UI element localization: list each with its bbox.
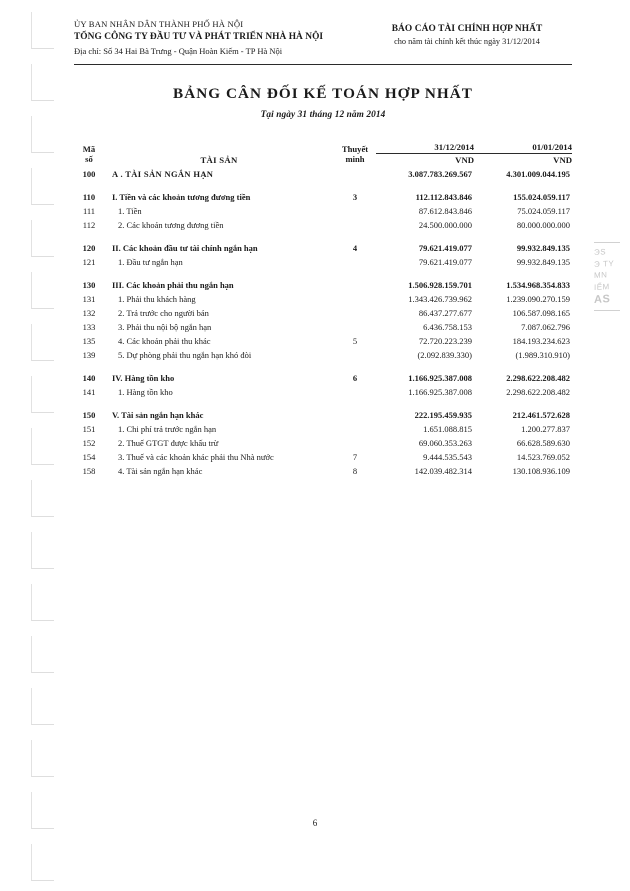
row-note: 8 [352,466,358,476]
row-name: II. Các khoản đầu tư tài chính ngắn hạn [112,243,258,253]
table-row [74,267,572,290]
row-name: I. Tiền và các khoản tương đương tiền [112,192,251,202]
row-name: 1. Hàng tồn kho [118,387,173,397]
row-name: 4. Các khoản phải thu khác [118,336,211,346]
row-code: 154 [82,452,96,462]
row-current-value: 3.087.783.269.567 [408,169,472,179]
stamp-line-3: IỂM [594,281,610,292]
row-current-value: 142.039.482.314 [414,466,472,476]
row-current-value: 72.720.223.239 [418,336,472,346]
table-row [74,462,572,476]
report-title: BÁO CÁO TÀI CHÍNH HỢP NHẤT [391,24,543,34]
row-code: 135 [82,336,96,346]
row-note [334,318,376,332]
row-code: 158 [82,466,96,476]
row-current-value: 69.060.353.263 [418,438,472,448]
row-current-value: 79.621.419.077 [418,257,472,267]
row-code: 110 [82,192,96,202]
row-previous-value: 99.932.849.135 [516,257,570,267]
row-current-value: 86.437.277.677 [418,308,472,318]
row-previous-value: 14.523.769.052 [516,452,570,462]
row-note [334,397,376,420]
row-name: 1. Đầu tư ngắn hạn [118,257,183,267]
page-number: 6 [312,818,318,828]
punch-hole-mark [31,428,54,465]
row-note [334,290,376,304]
row-current-value: 1.506.928.159.701 [408,280,472,290]
company-name: TỔNG CÔNG TY ĐẦU TƯ VÀ PHÁT TRIỂN NHÀ HÀ NỘI [74,32,324,43]
row-code: 131 [82,294,96,304]
document-page [74,0,572,476]
row-note [334,346,376,360]
row-current-value: 112.112.843.846 [415,192,472,202]
row-name: 3. Thuế và các khoản khác phải thu Nhà nước [118,452,274,462]
column-header-note [334,142,376,165]
row-previous-value: 75.024.059.117 [517,206,570,216]
company-address: Địa chỉ: Số 34 Hai Bà Trưng - Quận Hoàn Kiếm - TP Hà Nội [74,45,283,56]
punch-hole-mark [31,480,54,517]
table-row [74,202,572,216]
row-note [334,383,376,397]
row-previous-value: 212.461.572.628 [512,410,570,420]
column-header-previous-period [474,142,572,165]
table-header-row [74,142,572,165]
row-name: V. Tài sản ngắn hạn khác [112,410,204,420]
row-current-value: 24.500.000.000 [418,220,472,230]
row-previous-value: 2.298.622.208.482 [506,373,570,383]
row-note [334,434,376,448]
punch-hole-mark [31,220,54,257]
row-note [334,216,376,230]
row-previous-value: 1.534.968.354.833 [506,280,570,290]
row-note [334,165,376,179]
row-current-value: (2.092.839.330) [417,350,472,360]
row-previous-value: 106.587.098.165 [512,308,570,318]
punch-hole-mark [31,376,54,413]
stamp-line-4: AS [594,293,611,307]
table-row [74,318,572,332]
row-name: 2. Trả trước cho người bán [118,308,209,318]
punch-hole-mark [31,12,54,49]
punch-hole-mark [31,688,54,725]
punch-hole-marks [0,0,60,891]
column-header-previous-unit: VND [553,155,572,165]
row-note [334,253,376,267]
row-code: 141 [82,387,96,397]
table-row [74,165,572,179]
row-code: 151 [82,424,96,434]
row-code: 152 [82,438,96,448]
stamp-line-1: Э TY [594,258,615,269]
row-name: 1. Tiền [118,206,142,216]
balance-sheet-table [74,142,572,476]
row-note: 3 [352,192,358,202]
row-name: 1. Chi phí trả trước ngắn hạn [118,424,217,434]
column-header-code-line2: số [85,154,93,165]
row-note [334,202,376,216]
punch-hole-mark [31,844,54,881]
letterhead-left [74,18,394,57]
row-name: 1. Phải thu khách hàng [118,294,196,304]
row-note: 6 [352,373,358,383]
punch-hole-mark [31,168,54,205]
table-row [74,216,572,230]
row-code: 121 [82,257,96,267]
punch-hole-mark [31,64,54,101]
page-subtitle: Tại ngày 31 tháng 12 năm 2014 [260,110,386,120]
row-note: 7 [352,452,358,462]
row-previous-value: 99.932.849.135 [516,243,570,253]
page-title: BẢNG CÂN ĐỐI KẾ TOÁN HỢP NHẤT [173,85,473,102]
table-row [74,448,572,462]
stamp-line-0: ЭS [594,247,607,257]
row-current-value: 6.436.758.153 [423,322,472,332]
table-row [74,179,572,202]
row-previous-value: 1.239.090.270.159 [506,294,570,304]
column-header-name: TÀI SẢN [200,155,238,165]
row-current-value: 79.621.419.077 [418,243,472,253]
row-current-value: 1.166.925.387.008 [408,387,472,397]
table-row [74,230,572,253]
row-previous-value: 80.000.000.000 [516,220,570,230]
table-row [74,346,572,360]
table-row [74,253,572,267]
column-header-previous-date: 01/01/2014 [474,142,572,154]
punch-hole-mark [31,740,54,777]
row-previous-value: 1.200.277.837 [521,424,570,434]
punch-hole-mark [31,584,54,621]
row-name: 5. Dự phòng phải thu ngắn hạn khó đòi [118,350,252,360]
row-previous-value: 184.193.234.623 [512,336,570,346]
row-current-value: 87.612.843.846 [418,206,472,216]
table-row [74,304,572,318]
table-row [74,290,572,304]
column-header-note-line2: minh [345,154,365,165]
row-current-value: 1.343.426.739.962 [408,294,472,304]
row-name: III. Các khoản phải thu ngắn hạn [112,280,234,290]
row-name: 3. Phải thu nội bộ ngắn hạn [118,322,212,332]
row-code: 111 [82,206,96,216]
column-header-note-line1: Thuyết [341,143,369,154]
row-current-value: 222.195.459.935 [414,410,472,420]
table-row [74,420,572,434]
row-code: 140 [82,373,96,383]
column-header-code-line1: Mã [82,143,96,154]
row-note: 5 [352,336,358,346]
row-previous-value: (1.989.310.910) [515,350,570,360]
stamp-artifact [594,240,630,360]
row-code: 133 [82,322,96,332]
row-name: IV. Hàng tồn kho [112,373,175,383]
balance-sheet-body [74,165,572,476]
table-row [74,360,572,383]
punch-hole-mark [31,116,54,153]
row-name: 2. Các khoản tương đương tiền [118,220,224,230]
row-name: A . TÀI SẢN NGẮN HẠN [112,169,214,179]
stamp-line-2: MN [594,270,608,281]
row-note [334,420,376,434]
row-code: 150 [82,410,96,420]
row-name: 2. Thuế GTGT được khấu trừ [118,438,219,448]
row-code: 132 [82,308,96,318]
row-current-value: 9.444.535.543 [423,452,472,462]
row-current-value: 1.651.088.815 [423,424,472,434]
row-previous-value: 155.024.059.117 [513,192,570,202]
document-title-block [74,85,572,120]
row-previous-value: 130.108.936.109 [512,466,570,476]
punch-hole-mark [31,324,54,361]
table-row [74,434,572,448]
table-row [74,397,572,420]
report-period: cho năm tài chính kết thúc ngày 31/12/2014 [394,37,540,47]
row-code: 112 [82,220,96,230]
punch-hole-mark [31,272,54,309]
punch-hole-mark [31,636,54,673]
row-previous-value: 7.087.062.796 [521,322,570,332]
row-code: 139 [82,350,96,360]
column-header-code [74,142,104,165]
row-previous-value: 4.301.009.044.195 [506,169,570,179]
row-note [334,304,376,318]
table-row [74,332,572,346]
table-row [74,383,572,397]
row-code: 120 [82,243,96,253]
row-code: 100 [82,169,96,179]
row-name: 4. Tài sản ngắn hạn khác [118,466,203,476]
row-previous-value: 66.628.589.630 [516,438,570,448]
punch-hole-mark [31,532,54,569]
row-current-value: 1.166.925.387.008 [408,373,472,383]
letterhead-right [362,22,572,49]
column-header-current-period [376,142,474,165]
row-note: 4 [352,243,358,253]
row-previous-value: 2.298.622.208.482 [506,387,570,397]
row-note [334,267,376,290]
issuing-authority: ỦY BAN NHÂN DÂN THÀNH PHỐ HÀ NỘI [74,19,244,29]
column-header-current-unit: VND [455,155,474,165]
letterhead [74,0,572,65]
row-code: 130 [82,280,96,290]
column-header-current-date: 31/12/2014 [376,142,474,154]
